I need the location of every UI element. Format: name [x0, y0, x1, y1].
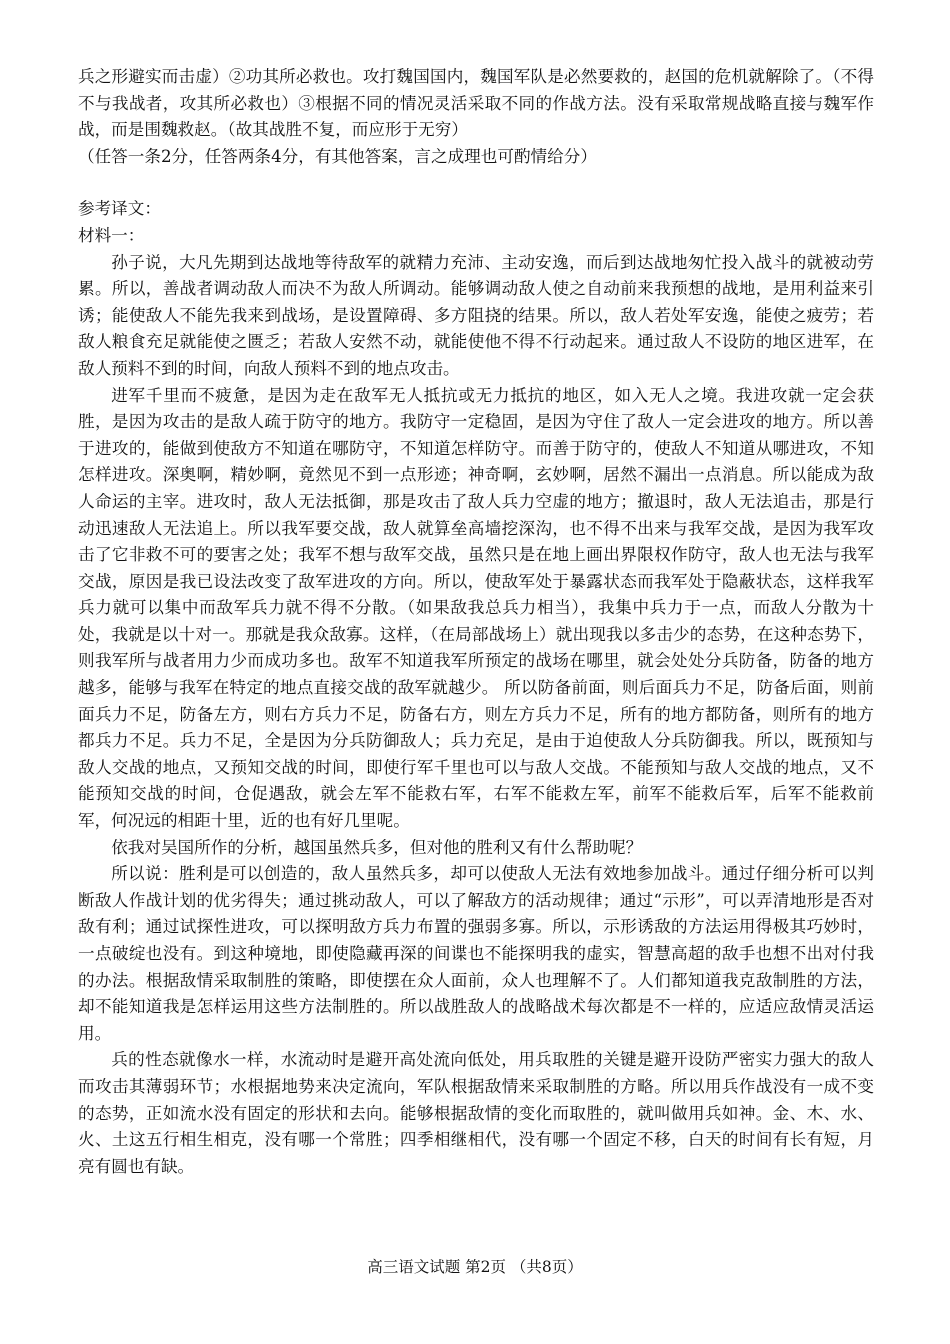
page-footer: 高三语文试题 第2页 （共8页） — [367, 1258, 583, 1276]
translation-paragraph-5: 兵的性态就像水一样，水流动时是避开高处流向低处，用兵取胜的关键是避开设防严密实力强大的敌人而攻击其薄弱环节；水根据地势来决定流向，军队根据敌情来采取制胜的方略。所以用兵作战没有一成不变的态势，正如流水没有固定的形状和去向。能够根据敌情的变化而取胜的，就叫做用兵如神。金、木、水、火、土这五行相生相克，没有哪一个常胜；四季相继相代，没有哪一个固定不移，白天的时间有长有短，月亮有圆也有缺。 — [78, 1050, 874, 1176]
page-body — [78, 64, 874, 1180]
scoring-note: （任答一条2分，任答两条4分，有其他答案，言之成理也可酌情给分） — [78, 146, 597, 166]
answer-continuation: 兵之形避实而击虚）②功其所必救也。攻打魏国国内，魏国军队是必然要救的，赵国的危机就解除了。（不得不与我战者，攻其所必救也）③根据不同的情况灵活采取不同的作战方法。没有采取常规战略直接与魏军作战，而是围魏救赵。（故其战胜不复，而应形于无穷） — [78, 67, 874, 140]
translation-paragraph-4: 所以说：胜利是可以创造的，敌人虽然兵多，却可以使敌人无法有效地参加战斗。通过仔细分析可以判断敌人作战计划的优劣得失；通过挑动敌人，可以了解敌方的活动规律；通过“示形”，可以弄清地形是否对敌有利；通过试探性进攻，可以探明敌方兵力布置的强弱多寡。所以，示形诱敌的方法运用得极其巧妙时，一点破绽也没有。到这种境地，即使隐藏再深的间谍也不能探明我的虚实，智慧高超的敌手也想不出对付我的办法。根据敌情采取制胜的策略，即使摆在众人面前，众人也理解不了。人们都知道我克敌制胜的方法，却不能知道我是怎样运用这些方法制胜的。所以战胜敌人的战略战术每次都是不一样的，应适应敌情灵活运用。 — [78, 864, 874, 1043]
translation-paragraph-1: 孙子说，大凡先期到达战地等待敌军的就精力充沛、主动安逸，而后到达战地匆忙投入战斗的就被动劳累。所以，善战者调动敌人而决不为敌人所调动。能够调动敌人使之自动前来我预想的战地，是用利益来引诱；能使敌人不能先我来到战场，是设置障碍、多方阻挠的结果。所以，敌人若处军安逸，能使之疲劳；若敌人粮食充足就能使之匮乏；若敌人安然不动，就能使他不得不行动起来。通过敌人不设防的地区进军，在敌人预料不到的时间，向敌人预料不到的地点攻击。 — [78, 252, 874, 378]
translation-paragraph-3: 依我对吴国所作的分析，越国虽然兵多，但对他的胜利又有什么帮助呢？ — [111, 837, 643, 857]
material-label: 材料一： — [78, 225, 145, 245]
translation-paragraph-2: 进军千里而不疲惫，是因为走在敌军无人抵抗或无力抵抗的地区，如入无人之境。我进攻就一定会获胜，是因为攻击的是敌人疏于防守的地方。我防守一定稳固，是因为守住了敌人一定会进攻的地方。所以善于进攻的，能做到使敌方不知道在哪防守，不知道怎样防守。而善于防守的，使敌人不知道从哪进攻，不知怎样进攻。深奥啊，精妙啊，竟然见不到一点形迹；神奇啊，玄妙啊，居然不漏出一点消息。所以能成为敌人命运的主宰。进攻时，敌人无法抵御，那是攻击了敌人兵力空虚的地方；撤退时，敌人无法追击，那是行动迅速敌人无法追上。所以我军要交战，敌人就算垒高墙挖深沟，也不得不出来与我军交战，是因为我军攻击了它非救不可的要害之处；我军不想与敌军交战，虽然只是在地上画出界限权作防守，敌人也无法与我军交战，原因是我已设法改变了敌军进攻的方向。所以，使敌军处于暴露状态而我军处于隐蔽状态，这样我军兵力就可以集中而敌军兵力就不得不分散。（如果敌我总兵力相当），我集中兵力于一点，而敌人分散为十处，我就是以十对一。那就是我众敌寡。这样，（在局部战场上）就出现我以多击少的态势，在这种态势下，则我军所与战者用力少而成功多也。敌军不知道我军所预定的战场在哪里，就会处处分兵防备，防备的地方越多，能够与我军在特定的地点直接交战的敌军就越少。 所以防备前面，则后面兵力不足，防备后面，则前面兵力不足，防备左方，则右方兵力不足，防备右方，则左方兵力不足，所有的地方都防备，则所有的地方都兵力不足。兵力不足，全是因为分兵防御敌人；兵力充足，是由于迫使敌人分兵防御我。所以，既预知与敌人交战的地点，又预知交战的时间，即使行军千里也可以与敌人交战。不能预知与敌人交战的地点，又不能预知交战的时间，仓促遇敌，就会左军不能救右军，右军不能救左军，前军不能救后军，后军不能救前军，何况远的相距十里，近的也有好几里呢。 — [78, 385, 874, 831]
translation-heading: 参考译文： — [78, 199, 161, 219]
section-gap — [78, 170, 874, 196]
